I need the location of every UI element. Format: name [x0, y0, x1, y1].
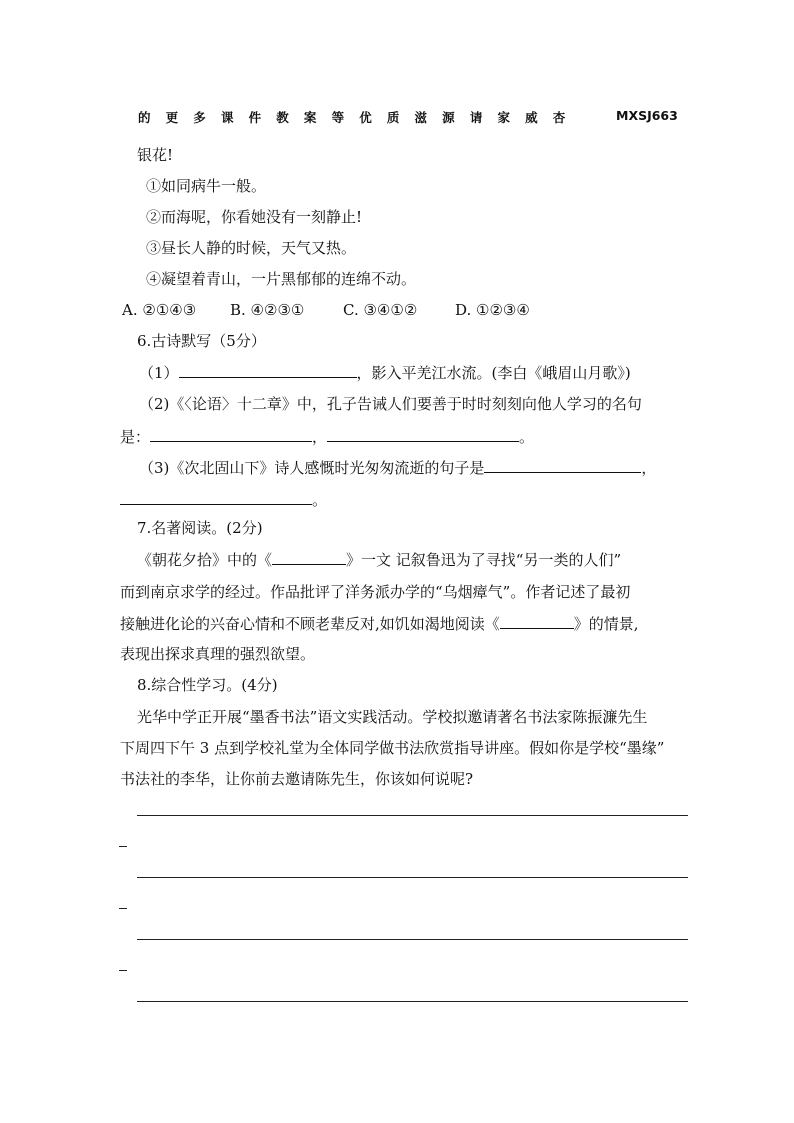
answer-line-2[interactable]	[137, 877, 688, 878]
q6-item-2-prefix: 是：	[120, 428, 151, 446]
q6-item-1-suffix: ，影入平羌江水流。(李白《峨眉山月歌》)	[356, 364, 631, 382]
q5-sentence-2: ②而海呢，你看她没有一刻静止!	[146, 208, 363, 226]
q7-line-2: 而到南京求学的经过。作品批评了洋务派办学的“乌烟瘴气”。作者记述了最初	[120, 583, 631, 601]
q7-line-1	[137, 549, 621, 570]
q6-item-2-line-1: （2)《〈论语〉十二章》中，孔子告诫人们要善于时时刻刻向他人学习的名句	[139, 395, 642, 413]
q8-line-2: 下周四下午 3 点到学校礼堂为全体同学做书法欣赏指导讲座。假如你是学校“墨缘”	[120, 739, 665, 757]
q7-line-1-prefix: 《朝花夕拾》中的《	[137, 551, 273, 569]
answer-line-3[interactable]	[137, 939, 688, 940]
q5-option-a: A. ②①④③	[122, 301, 197, 319]
q6-item-2-line-2	[120, 426, 534, 447]
header-code: MXSJ663	[616, 108, 678, 123]
q5-option-d: D. ①②③④	[455, 301, 530, 319]
q5-continuation: 银花!	[137, 146, 174, 164]
q8-line-1: 光华中学正开展“墨香书法”语文实践活动。学校拟邀请著名书法家陈振濂先生	[137, 708, 648, 726]
q6-title: 6.古诗默写（5分）	[137, 332, 266, 350]
q6-item-2-end: 。	[519, 428, 535, 446]
answer-line-1[interactable]	[137, 815, 688, 816]
header-watermark-text: 的 更 多 课 件 教 案 等 优 质 滋 源 请 家 威 杏	[138, 110, 569, 125]
q6-item-1	[139, 362, 631, 383]
q6-item-2-blank-1[interactable]	[150, 426, 312, 442]
q5-sentence-1: ①如同病牛一般。	[146, 177, 267, 195]
answer-line-marker-1	[119, 846, 127, 847]
q6-item-3-comma: ，	[641, 459, 657, 477]
q6-item-3-line-2	[120, 489, 327, 510]
q8-line-3: 书法社的李华，让你前去邀请陈先生，你该如何说呢?	[120, 770, 474, 788]
q6-item-2-comma: ，	[312, 428, 328, 446]
answer-line-4[interactable]	[137, 1001, 688, 1002]
q6-item-1-prefix: （1）	[139, 364, 179, 382]
q7-line-3	[120, 613, 639, 634]
q6-item-2-blank-2[interactable]	[327, 426, 519, 442]
q7-line-3-suffix: 》的情景,	[573, 615, 639, 633]
q7-blank-2[interactable]	[500, 613, 574, 629]
q5-sentence-3: ③昼长人静的时候，天气又热。	[146, 239, 357, 257]
q6-item-3-blank-1[interactable]	[484, 457, 641, 473]
q8-title: 8.综合性学习。(4分)	[137, 676, 278, 694]
q6-item-1-blank[interactable]	[179, 362, 357, 378]
q5-option-b: B. ④②③①	[230, 301, 305, 319]
q5-option-c: C. ③④①②	[343, 301, 418, 319]
q7-line-1-suffix: 》一文 记叙鲁迅为了寻找“另一类的人们”	[346, 551, 622, 569]
q6-item-3-line-1	[139, 457, 656, 478]
q5-sentence-4: ④凝望着青山，一片黑郁郁的连绵不动。	[146, 270, 417, 288]
q6-item-3-prefix: （3)《次北固山下》诗人感慨时光匆匆流逝的句子是	[139, 459, 485, 477]
q6-item-3-end: 。	[312, 491, 328, 509]
q7-title: 7.名著阅读。(2分)	[137, 519, 263, 537]
q7-blank-1[interactable]	[272, 549, 346, 565]
q7-line-3-prefix: 接触进化论的兴奋心情和不顾老辈反对,如饥如渴地阅读《	[120, 615, 500, 633]
q6-item-3-blank-2[interactable]	[120, 489, 312, 505]
answer-line-marker-2	[119, 908, 127, 909]
answer-line-marker-3	[119, 970, 127, 971]
q7-line-4: 表现出探求真理的强烈欲望。	[120, 645, 316, 663]
